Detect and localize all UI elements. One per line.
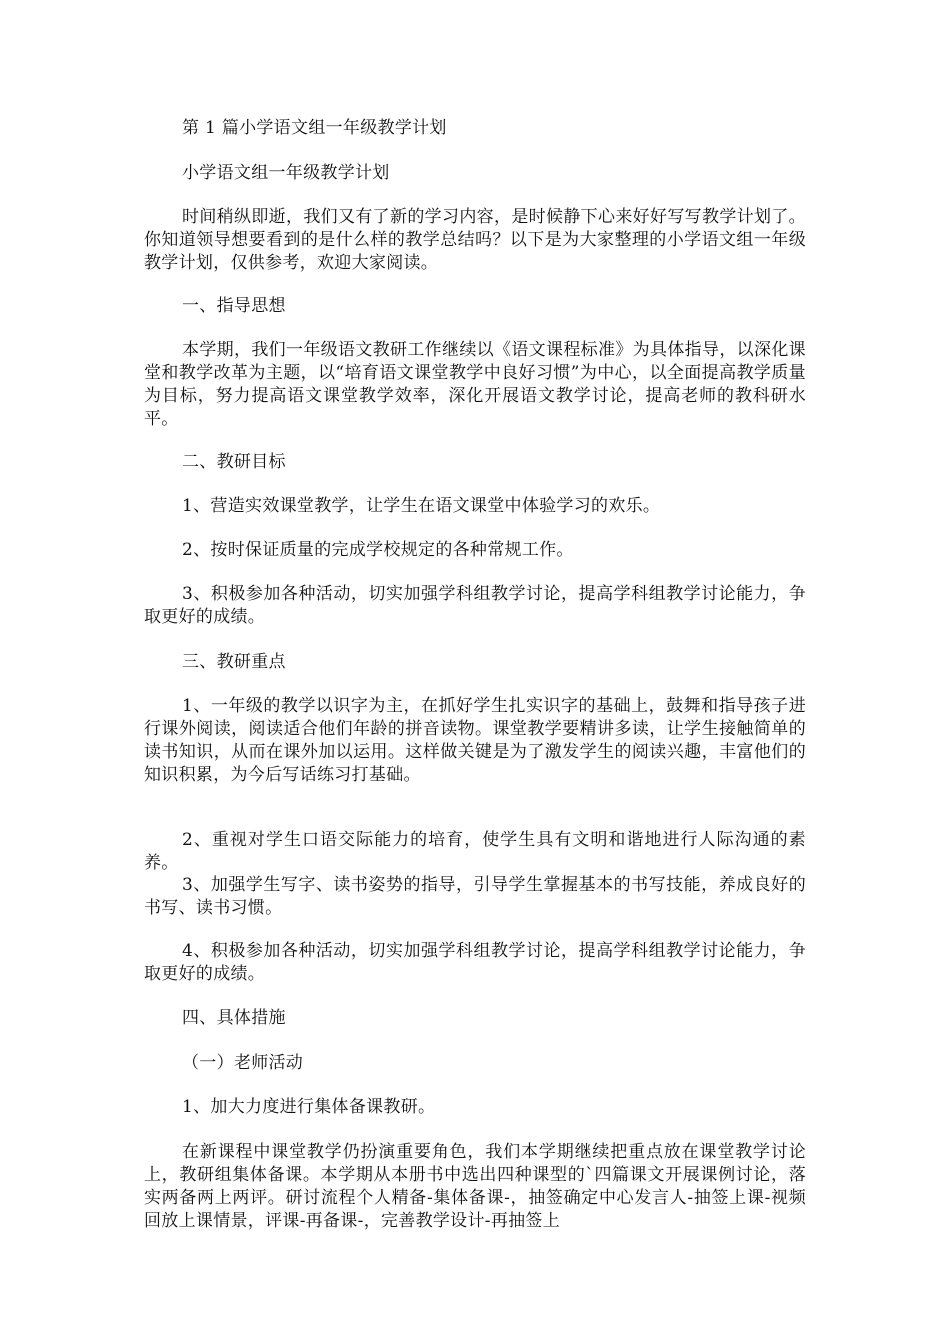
section-heading-research-goals: 二、教研目标 bbox=[182, 452, 286, 472]
intro-paragraph: 时间稍纵即逝，我们又有了新的学习内容，是时候静下心来好好写写教学计划了。你知道领导想要看到的是什么样的教学总结吗？以下是为大家整理的小学语文组一年级教学计划，仅供参考，欢迎大家阅读。 bbox=[144, 207, 806, 273]
measure-item-1: 1、加大力度进行集体备课教研。 bbox=[182, 1097, 436, 1117]
section-heading-guiding-ideology: 一、指导思想 bbox=[182, 296, 286, 316]
goal-item-2: 2、按时保证质量的完成学校规定的各种常规工作。 bbox=[182, 540, 574, 560]
collective-lesson-prep-paragraph: 在新课程中课堂教学仍扮演重要角色，我们本学期继续把重点放在课堂教学讨论上，教研组集体备课。本学期从本册书中选出四种课型的`四篇课文开展课例讨论，落实两备两上两评。研讨流程个人精备-集体备课-，抽签确定中心发言人-抽签上课-视频回放上课情景，评课-再备课-，完善教学设计-再抽签上 bbox=[144, 1142, 806, 1231]
focus-item-4: 4、积极参加各种活动，切实加强学科组教学讨论，提高学科组教学讨论能力，争取更好的成绩。 bbox=[144, 941, 806, 984]
goal-item-1: 1、营造实效课堂教学，让学生在语文课堂中体验学习的欢乐。 bbox=[182, 496, 661, 516]
section-heading-research-focus: 三、教研重点 bbox=[182, 652, 286, 672]
focus-item-3: 3、加强学生写字、读书姿势的指导，引导学生掌握基本的书写技能，养成良好的书写、读书习惯。 bbox=[144, 875, 806, 918]
section-heading-specific-measures: 四、具体措施 bbox=[182, 1008, 286, 1028]
document-title: 第 1 篇小学语文组一年级教学计划 bbox=[182, 118, 447, 138]
document-subtitle: 小学语文组一年级教学计划 bbox=[182, 163, 390, 183]
guiding-ideology-paragraph: 本学期，我们一年级语文教研工作继续以《语文课程标准》为具体指导，以深化课堂和教学改革为主题，以“培育语文课堂教学中良好习惯”为中心，以全面提高教学质量为目标，努力提高语文课堂教学效率，深化开展语文教学讨论，提高老师的教科研水平。 bbox=[144, 340, 806, 429]
goal-item-3: 3、积极参加各种活动，切实加强学科组教学讨论，提高学科组教学讨论能力，争取更好的成绩。 bbox=[144, 584, 806, 627]
subsection-heading-teacher-activities: （一）老师活动 bbox=[182, 1053, 304, 1073]
focus-item-1: 1、一年级的教学以识字为主，在抓好学生扎实识字的基础上，鼓舞和指导孩子进行课外阅读，阅读适合他们年龄的拼音读物。课堂教学要精讲多读，让学生接触简单的读书知识，从而在课外加以运用。这样做关键是为了激发学生的阅读兴趣，丰富他们的知识积累，为今后写话练习打基础。 bbox=[144, 696, 806, 785]
focus-item-2: 2、重视对学生口语交际能力的培育，使学生具有文明和谐地进行人际沟通的素养。 bbox=[144, 830, 806, 873]
